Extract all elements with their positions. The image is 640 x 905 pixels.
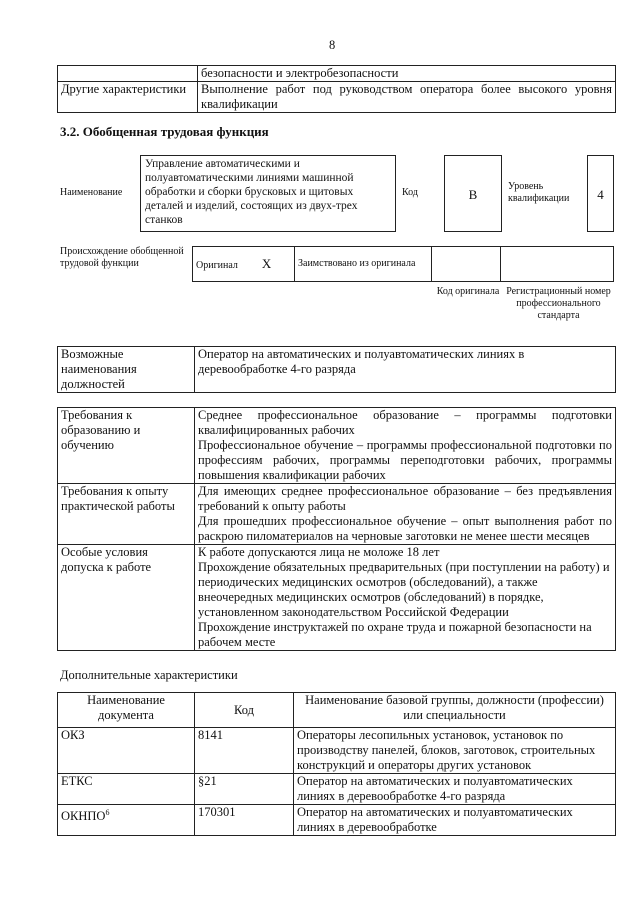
table-cell <box>58 805 195 836</box>
table-row <box>58 82 616 113</box>
reg-number-caption: Регистрационный номер профессионального стандарта <box>506 286 611 321</box>
table-cell: 8141 <box>195 728 294 774</box>
page-number: 8 <box>329 38 336 52</box>
requirement-line: К работе допускаются лица не моложе 18 лет <box>198 545 440 559</box>
level-label: Уровень квалификации <box>508 181 570 204</box>
table-cell <box>195 408 616 484</box>
table-row <box>58 408 616 484</box>
requirement-line: Для прошедших профессиональное обучение – опыт выполнения работ по раскрою пиломатериалов на черновые заготовки не менее шести месяцев <box>198 514 612 543</box>
original-mark: X <box>261 256 272 271</box>
additional-title: Дополнительные характеристики <box>60 668 238 682</box>
additional-table <box>57 692 616 836</box>
table-cell: безопасности и электробезопасности <box>198 66 616 82</box>
original-label: Оригинал <box>196 260 238 271</box>
code-original-caption: Код оригинала <box>436 286 500 297</box>
requirement-line: Для имеющих среднее профессиональное образование – без предъявления требований к опыту работы <box>198 484 612 513</box>
top-characteristics-table <box>57 65 616 113</box>
header-cell: Наименование документа <box>58 693 195 728</box>
table-row <box>58 728 616 774</box>
table-cell: Выполнение работ под руководством оператора более высокого уровня квалификации <box>198 82 616 113</box>
borrowed-label: Заимствовано из оригинала <box>295 247 432 282</box>
table-row <box>58 805 616 836</box>
table-header-row <box>58 693 616 728</box>
level-value-box: 4 <box>587 155 614 232</box>
table-cell: Требования к опыту практической работы <box>58 484 195 545</box>
footnote-mark: 6 <box>105 808 110 817</box>
code-value-box: B <box>444 155 502 232</box>
table-cell: 170301 <box>195 805 294 836</box>
code-label: Код <box>402 187 418 198</box>
table-cell: Оператор на автоматических и полуавтоматических линиях в деревообработке <box>294 805 616 836</box>
origin-label: Происхождение обобщенной трудовой функции <box>60 246 184 269</box>
table-cell: ЕТКС <box>58 774 195 805</box>
table-cell: Особые условия допуска к работе <box>58 545 195 651</box>
code-original-cell <box>432 247 501 282</box>
table-cell: Требования к образованию и обучению <box>58 408 195 484</box>
reg-number-cell <box>501 247 614 282</box>
table-cell: Другие характеристики <box>58 82 198 113</box>
requirement-line: Среднее профессиональное образование – программы подготовки квалифицированных рабочих <box>198 408 612 437</box>
origin-table <box>192 246 614 282</box>
positions-table <box>57 346 616 393</box>
function-name-box: Управление автоматическими и полуавтоматическими линиями машинной обработки и сборки брусковых и щитовых деталей и изделий, состоящих из двух-трех станков <box>140 155 396 232</box>
table-row <box>193 247 614 282</box>
section-title: 3.2. Обобщенная трудовая функция <box>60 124 269 139</box>
requirements-table <box>57 407 616 651</box>
table-cell <box>195 545 616 651</box>
table-cell: §21 <box>195 774 294 805</box>
table-cell <box>58 66 198 82</box>
requirement-line: Прохождение обязательных предварительных (при поступлении на работу) и периодических медицинских осмотров (обследований), а также внеочередных медицинских осмотров (обследований) в порядке, установленном законодательством Российской Федерации <box>198 560 610 619</box>
table-row <box>58 545 616 651</box>
header-cell: Наименование базовой группы, должности (профессии) или специальности <box>294 693 616 728</box>
requirement-line: Прохождение инструктажей по охране труда и пожарной безопасности на рабочем месте <box>198 620 592 649</box>
name-label: Наименование <box>60 187 123 198</box>
table-cell <box>195 484 616 545</box>
doc-name: ОКНПО <box>61 809 106 824</box>
table-row <box>58 774 616 805</box>
table-row <box>58 484 616 545</box>
table-cell: Операторы лесопильных установок, установок по производству панелей, блоков, заготовок, строительных конструкций и операторы других установок <box>294 728 616 774</box>
table-row <box>58 347 616 393</box>
table-cell <box>193 247 295 282</box>
header-cell: Код <box>195 693 294 728</box>
table-cell: Возможные наименования должностей <box>58 347 195 393</box>
table-cell: Оператор на автоматических и полуавтоматических линиях в деревообработке 4-го разряда <box>195 347 616 393</box>
table-row <box>58 66 616 82</box>
requirement-line: Профессиональное обучение – программы профессиональной подготовки по профессиям рабочих, программы переподготовки рабочих, программы повышения квалификации рабочих <box>198 438 612 482</box>
table-cell: ОКЗ <box>58 728 195 774</box>
table-cell: Оператор на автоматических и полуавтоматических линиях в деревообработке 4-го разряда <box>294 774 616 805</box>
